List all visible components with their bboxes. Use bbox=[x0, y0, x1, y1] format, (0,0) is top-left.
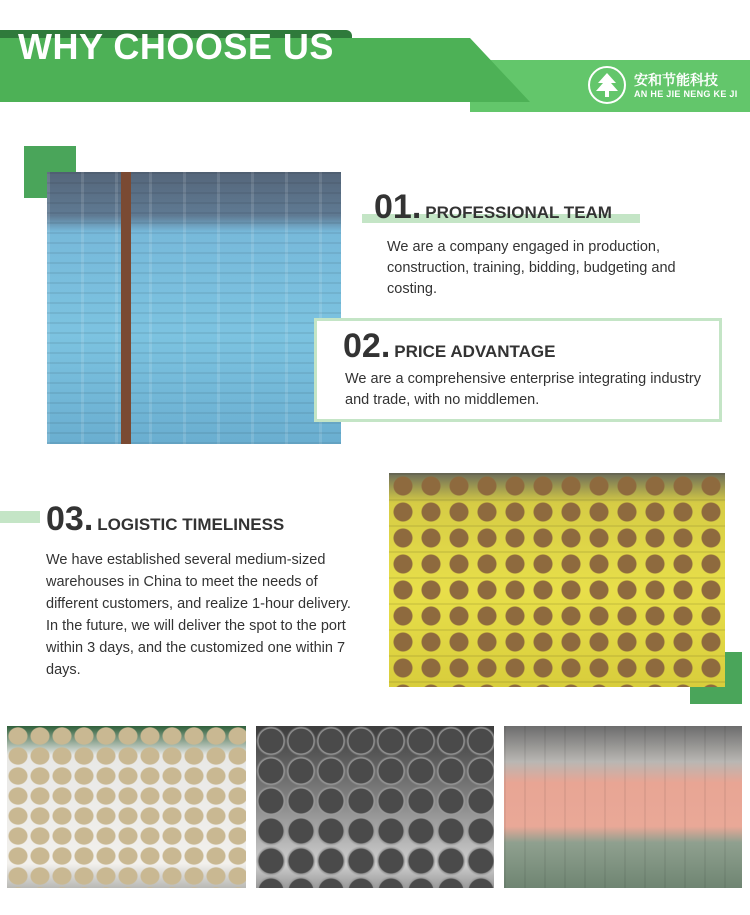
warehouse-photo-rolls bbox=[256, 726, 494, 888]
warehouse-photo-rock-wool bbox=[389, 473, 725, 687]
warehouse-photo-blue-boards bbox=[47, 172, 341, 444]
page-title: WHY CHOOSE US bbox=[18, 26, 334, 67]
heading-accent-03 bbox=[0, 511, 40, 523]
section-heading: PRICE ADVANTAGE bbox=[394, 342, 556, 361]
section-description: We have established several medium-sized warehouses in China to meet the needs of different customers, and realize 1-hour delivery. In the future, we will deliver the spot to the port within 3 days, and the customized one within 7 days. bbox=[46, 552, 351, 678]
section-heading: PROFESSIONAL TEAM bbox=[425, 203, 612, 222]
brand-name-cn: 安和节能科技 bbox=[634, 73, 718, 89]
warehouse-photo-pink-boards bbox=[504, 726, 742, 888]
section-price-advantage bbox=[314, 318, 722, 422]
section-description: We are a comprehensive enterprise integrating industry and trade, with no middlemen. bbox=[345, 371, 701, 408]
section-professional-team bbox=[374, 188, 704, 300]
warehouse-photo-white-panels bbox=[7, 726, 246, 888]
section-number: 03. bbox=[46, 500, 94, 538]
brand-name-en: AN HE JIE NENG KE JI bbox=[634, 89, 738, 99]
section-number: 02. bbox=[343, 327, 391, 365]
section-logistic-timeliness bbox=[46, 500, 366, 681]
tree-logo-icon bbox=[588, 66, 626, 104]
section-number: 01. bbox=[374, 188, 422, 226]
section-description: We are a company engaged in production, construction, training, bidding, budgeting and costing. bbox=[387, 239, 676, 297]
section-heading: LOGISTIC TIMELINESS bbox=[97, 515, 285, 534]
